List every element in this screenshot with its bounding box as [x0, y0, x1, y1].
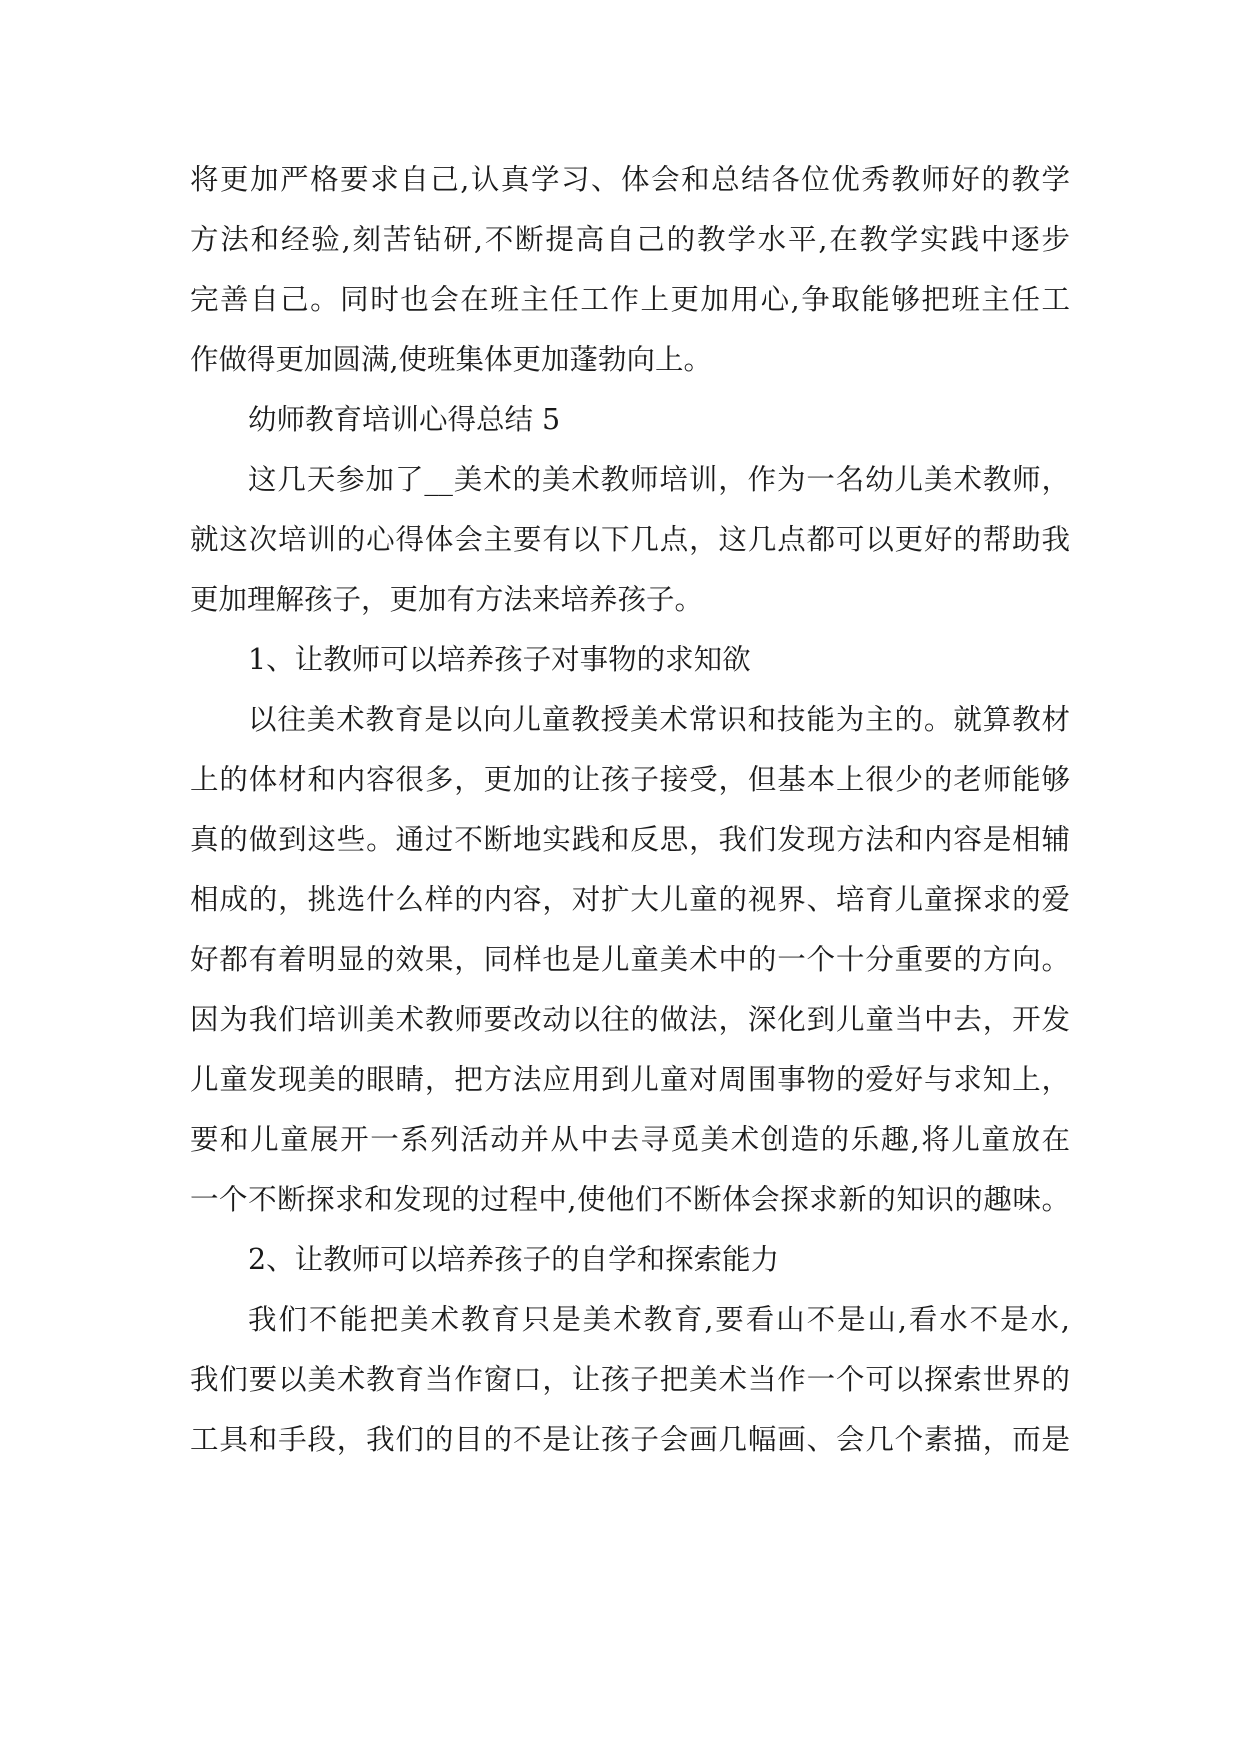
text-line: 以往美术教育是以向儿童教授美术常识和技能为主的。就算教材 — [248, 703, 1070, 736]
text-line: 因为我们培训美术教师要改动以往的做法，深化到儿童当中去，开发 — [190, 1003, 1070, 1036]
text-line: 这几天参加了__美术的美术教师培训，作为一名幼儿美术教师， — [248, 463, 1070, 496]
text-line: 更加理解孩子，更加有方法来培养孩子。 — [190, 583, 704, 616]
text-line: 上的体材和内容很多，更加的让孩子接受，但基本上很少的老师能够 — [190, 763, 1070, 796]
text-line: 相成的，挑选什么样的内容，对扩大儿童的视界、培育儿童探求的爱 — [190, 883, 1070, 916]
subheading: 1、让教师可以培养孩子对事物的求知欲 — [248, 643, 751, 676]
text-line: 我们要以美术教育当作窗口，让孩子把美术当作一个可以探索世界的 — [190, 1363, 1070, 1396]
subheading: 2、让教师可以培养孩子的自学和探索能力 — [248, 1243, 780, 1276]
text-line: 将更加严格要求自己,认真学习、体会和总结各位优秀教师好的教学 — [190, 163, 1070, 196]
text-line: 作做得更加圆满,使班集体更加蓬勃向上。 — [190, 343, 713, 376]
body-text — [190, 150, 1070, 1470]
text-line: 工具和手段，我们的目的不是让孩子会画几幅画、会几个素描，而是 — [190, 1423, 1070, 1456]
text-line: 好都有着明显的效果，同样也是儿童美术中的一个十分重要的方向。 — [190, 943, 1070, 976]
text-line: 就这次培训的心得体会主要有以下几点，这几点都可以更好的帮助我 — [190, 523, 1070, 556]
text-line: 我们不能把美术教育只是美术教育,要看山不是山,看水不是水, — [248, 1303, 1070, 1336]
section-heading: 幼师教育培训心得总结 5 — [248, 403, 561, 436]
text-line: 儿童发现美的眼睛，把方法应用到儿童对周围事物的爱好与求知上， — [190, 1063, 1070, 1096]
text-line: 方法和经验,刻苦钻研,不断提高自己的教学水平,在教学实践中逐步 — [190, 223, 1070, 256]
text-line: 要和儿童展开一系列活动并从中去寻觅美术创造的乐趣,将儿童放在 — [190, 1123, 1070, 1156]
text-line: 一个不断探求和发现的过程中,使他们不断体会探求新的知识的趣味。 — [190, 1183, 1070, 1216]
text-line: 完善自己。同时也会在班主任工作上更加用心,争取能够把班主任工 — [190, 283, 1070, 316]
text-line: 真的做到这些。通过不断地实践和反思，我们发现方法和内容是相辅 — [190, 823, 1070, 856]
